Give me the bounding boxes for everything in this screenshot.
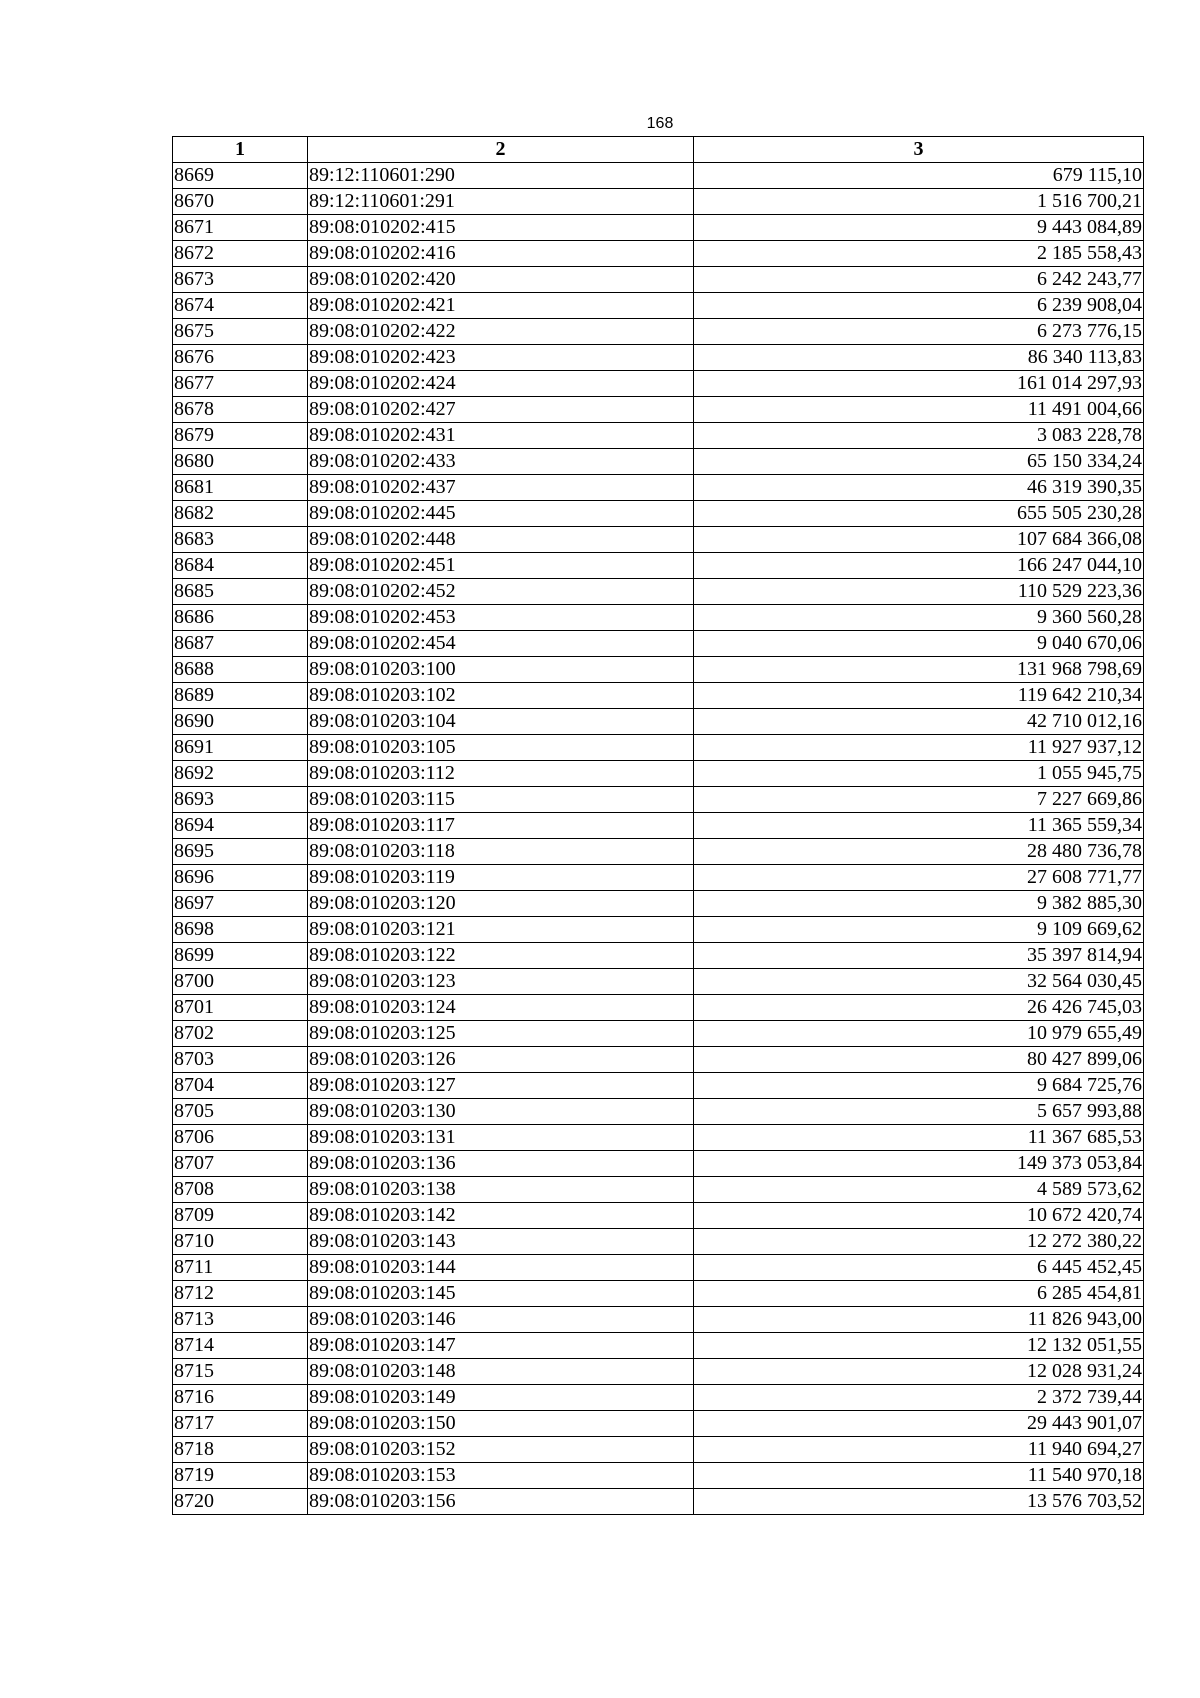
row-number-cell: 8706: [173, 1125, 308, 1151]
cadastral-number-cell: 89:08:010202:433: [308, 449, 694, 475]
table-row: [173, 787, 1144, 813]
row-number-cell: 8715: [173, 1359, 308, 1385]
cadastral-value-cell: 11 927 937,12: [694, 735, 1144, 761]
table-row: [173, 501, 1144, 527]
cadastral-number-cell: 89:12:110601:290: [308, 163, 694, 189]
cadastral-number-cell: 89:08:010202:431: [308, 423, 694, 449]
table-row: [173, 1099, 1144, 1125]
table-body: [173, 163, 1144, 1515]
table-row: [173, 1333, 1144, 1359]
cadastral-number-cell: 89:08:010203:142: [308, 1203, 694, 1229]
table-row: [173, 1177, 1144, 1203]
row-number-cell: 8690: [173, 709, 308, 735]
cadastral-value-cell: 35 397 814,94: [694, 943, 1144, 969]
cadastral-number-cell: 89:08:010202:427: [308, 397, 694, 423]
cadastral-number-cell: 89:08:010203:130: [308, 1099, 694, 1125]
cadastral-number-cell: 89:08:010202:453: [308, 605, 694, 631]
cadastral-number-cell: 89:08:010202:454: [308, 631, 694, 657]
row-number-cell: 8697: [173, 891, 308, 917]
cadastral-value-cell: 1 055 945,75: [694, 761, 1144, 787]
table-row: [173, 1203, 1144, 1229]
cadastral-value-cell: 11 540 970,18: [694, 1463, 1144, 1489]
cadastral-value-cell: 7 227 669,86: [694, 787, 1144, 813]
cadastral-value-cell: 29 443 901,07: [694, 1411, 1144, 1437]
cadastral-value-cell: 1 516 700,21: [694, 189, 1144, 215]
row-number-cell: 8716: [173, 1385, 308, 1411]
table-row: [173, 579, 1144, 605]
cadastral-value-cell: 27 608 771,77: [694, 865, 1144, 891]
cadastral-value-cell: 46 319 390,35: [694, 475, 1144, 501]
cadastral-value-cell: 80 427 899,06: [694, 1047, 1144, 1073]
cadastral-value-cell: 3 083 228,78: [694, 423, 1144, 449]
cadastral-number-cell: 89:08:010203:125: [308, 1021, 694, 1047]
table-row: [173, 1021, 1144, 1047]
row-number-cell: 8680: [173, 449, 308, 475]
cadastral-value-cell: 9 109 669,62: [694, 917, 1144, 943]
table-row: [173, 449, 1144, 475]
row-number-cell: 8708: [173, 1177, 308, 1203]
row-number-cell: 8693: [173, 787, 308, 813]
cadastral-value-cell: 4 589 573,62: [694, 1177, 1144, 1203]
table-row: [173, 761, 1144, 787]
cadastral-number-cell: 89:08:010203:146: [308, 1307, 694, 1333]
cadastral-number-cell: 89:08:010203:138: [308, 1177, 694, 1203]
row-number-cell: 8712: [173, 1281, 308, 1307]
row-number-cell: 8720: [173, 1489, 308, 1515]
table-row: [173, 527, 1144, 553]
row-number-cell: 8679: [173, 423, 308, 449]
cadastral-number-cell: 89:08:010203:147: [308, 1333, 694, 1359]
row-number-cell: 8686: [173, 605, 308, 631]
cadastral-number-cell: 89:08:010203:112: [308, 761, 694, 787]
row-number-cell: 8670: [173, 189, 308, 215]
table-row: [173, 241, 1144, 267]
row-number-cell: 8674: [173, 293, 308, 319]
row-number-cell: 8687: [173, 631, 308, 657]
row-number-cell: 8702: [173, 1021, 308, 1047]
page-number: 168: [646, 115, 674, 132]
row-number-cell: 8699: [173, 943, 308, 969]
row-number-cell: 8689: [173, 683, 308, 709]
cadastral-number-cell: 89:08:010203:153: [308, 1463, 694, 1489]
cadastral-value-cell: 9 040 670,06: [694, 631, 1144, 657]
cadastral-value-cell: 6 445 452,45: [694, 1255, 1144, 1281]
table-row: [173, 267, 1144, 293]
table-row: [173, 397, 1144, 423]
table-row: [173, 1359, 1144, 1385]
table-row: [173, 1073, 1144, 1099]
cadastral-number-cell: 89:08:010203:126: [308, 1047, 694, 1073]
table-row: [173, 683, 1144, 709]
cadastral-value-cell: 12 272 380,22: [694, 1229, 1144, 1255]
table-row: [173, 865, 1144, 891]
cadastral-number-cell: 89:08:010202:451: [308, 553, 694, 579]
cadastral-value-cell: 11 365 559,34: [694, 813, 1144, 839]
cadastral-value-cell: 11 826 943,00: [694, 1307, 1144, 1333]
row-number-cell: 8707: [173, 1151, 308, 1177]
cadastral-value-cell: 161 014 297,93: [694, 371, 1144, 397]
table-row: [173, 371, 1144, 397]
table-row: [173, 1463, 1144, 1489]
cadastral-number-cell: 89:08:010203:124: [308, 995, 694, 1021]
row-number-cell: 8673: [173, 267, 308, 293]
cadastral-value-cell: 6 242 243,77: [694, 267, 1144, 293]
cadastral-number-cell: 89:08:010202:422: [308, 319, 694, 345]
cadastral-value-cell: 65 150 334,24: [694, 449, 1144, 475]
cadastral-value-cell: 131 968 798,69: [694, 657, 1144, 683]
cadastral-number-cell: 89:08:010203:127: [308, 1073, 694, 1099]
row-number-cell: 8685: [173, 579, 308, 605]
table-row: [173, 1489, 1144, 1515]
table-row: [173, 839, 1144, 865]
cadastral-number-cell: 89:08:010202:416: [308, 241, 694, 267]
cadastral-value-cell: 11 367 685,53: [694, 1125, 1144, 1151]
cadastral-number-cell: 89:08:010202:448: [308, 527, 694, 553]
row-number-cell: 8692: [173, 761, 308, 787]
cadastral-number-cell: 89:08:010203:115: [308, 787, 694, 813]
table-row: [173, 917, 1144, 943]
cadastral-number-cell: 89:08:010203:156: [308, 1489, 694, 1515]
cadastral-number-cell: 89:08:010202:437: [308, 475, 694, 501]
row-number-cell: 8678: [173, 397, 308, 423]
cadastral-value-cell: 166 247 044,10: [694, 553, 1144, 579]
table-row: [173, 657, 1144, 683]
row-number-cell: 8672: [173, 241, 308, 267]
table-row: [173, 709, 1144, 735]
column-header-3: 3: [694, 137, 1144, 163]
column-header-2: 2: [308, 137, 694, 163]
cadastral-value-cell: 9 360 560,28: [694, 605, 1144, 631]
table-row: [173, 1437, 1144, 1463]
cadastral-number-cell: 89:08:010203:143: [308, 1229, 694, 1255]
cadastral-value-table: [172, 136, 1144, 1515]
table-row: [173, 1125, 1144, 1151]
cadastral-value-cell: 149 373 053,84: [694, 1151, 1144, 1177]
cadastral-number-cell: 89:08:010203:104: [308, 709, 694, 735]
cadastral-value-cell: 119 642 210,34: [694, 683, 1144, 709]
table-row: [173, 163, 1144, 189]
cadastral-number-cell: 89:08:010202:452: [308, 579, 694, 605]
row-number-cell: 8719: [173, 1463, 308, 1489]
cadastral-value-cell: 28 480 736,78: [694, 839, 1144, 865]
cadastral-value-cell: 10 672 420,74: [694, 1203, 1144, 1229]
table-row: [173, 319, 1144, 345]
table-row: [173, 995, 1144, 1021]
cadastral-value-cell: 6 239 908,04: [694, 293, 1144, 319]
table-row: [173, 423, 1144, 449]
table-row: [173, 1307, 1144, 1333]
cadastral-number-cell: 89:08:010203:123: [308, 969, 694, 995]
row-number-cell: 8698: [173, 917, 308, 943]
cadastral-number-cell: 89:12:110601:291: [308, 189, 694, 215]
cadastral-number-cell: 89:08:010203:145: [308, 1281, 694, 1307]
cadastral-number-cell: 89:08:010202:424: [308, 371, 694, 397]
cadastral-number-cell: 89:08:010203:144: [308, 1255, 694, 1281]
cadastral-value-cell: 11 491 004,66: [694, 397, 1144, 423]
cadastral-value-cell: 9 443 084,89: [694, 215, 1144, 241]
row-number-cell: 8669: [173, 163, 308, 189]
table-row: [173, 189, 1144, 215]
table-row: [173, 1229, 1144, 1255]
row-number-cell: 8718: [173, 1437, 308, 1463]
table-row: [173, 1047, 1144, 1073]
row-number-cell: 8694: [173, 813, 308, 839]
cadastral-number-cell: 89:08:010203:120: [308, 891, 694, 917]
column-header-1: 1: [173, 137, 308, 163]
table-row: [173, 345, 1144, 371]
cadastral-value-cell: 42 710 012,16: [694, 709, 1144, 735]
cadastral-number-cell: 89:08:010203:150: [308, 1411, 694, 1437]
cadastral-value-cell: 11 940 694,27: [694, 1437, 1144, 1463]
cadastral-value-cell: 2 185 558,43: [694, 241, 1144, 267]
row-number-cell: 8676: [173, 345, 308, 371]
cadastral-number-cell: 89:08:010202:421: [308, 293, 694, 319]
cadastral-value-cell: 12 132 051,55: [694, 1333, 1144, 1359]
row-number-cell: 8696: [173, 865, 308, 891]
cadastral-value-cell: 107 684 366,08: [694, 527, 1144, 553]
table-row: [173, 631, 1144, 657]
table-row: [173, 1385, 1144, 1411]
cadastral-number-cell: 89:08:010202:415: [308, 215, 694, 241]
row-number-cell: 8703: [173, 1047, 308, 1073]
cadastral-value-cell: 86 340 113,83: [694, 345, 1144, 371]
cadastral-number-cell: 89:08:010203:117: [308, 813, 694, 839]
cadastral-value-cell: 6 273 776,15: [694, 319, 1144, 345]
cadastral-number-cell: 89:08:010203:119: [308, 865, 694, 891]
row-number-cell: 8710: [173, 1229, 308, 1255]
cadastral-number-cell: 89:08:010202:445: [308, 501, 694, 527]
table-row: [173, 1281, 1144, 1307]
row-number-cell: 8713: [173, 1307, 308, 1333]
cadastral-number-cell: 89:08:010203:100: [308, 657, 694, 683]
table-row: [173, 1411, 1144, 1437]
table-row: [173, 475, 1144, 501]
cadastral-value-cell: 9 684 725,76: [694, 1073, 1144, 1099]
table-row: [173, 891, 1144, 917]
cadastral-value-cell: 2 372 739,44: [694, 1385, 1144, 1411]
row-number-cell: 8675: [173, 319, 308, 345]
cadastral-value-cell: 6 285 454,81: [694, 1281, 1144, 1307]
row-number-cell: 8714: [173, 1333, 308, 1359]
cadastral-value-cell: 9 382 885,30: [694, 891, 1144, 917]
row-number-cell: 8704: [173, 1073, 308, 1099]
row-number-cell: 8688: [173, 657, 308, 683]
cadastral-number-cell: 89:08:010203:149: [308, 1385, 694, 1411]
table-row: [173, 553, 1144, 579]
row-number-cell: 8711: [173, 1255, 308, 1281]
cadastral-number-cell: 89:08:010202:423: [308, 345, 694, 371]
table-row: [173, 1151, 1144, 1177]
row-number-cell: 8701: [173, 995, 308, 1021]
row-number-cell: 8683: [173, 527, 308, 553]
table-row: [173, 969, 1144, 995]
cadastral-number-cell: 89:08:010203:136: [308, 1151, 694, 1177]
cadastral-number-cell: 89:08:010203:148: [308, 1359, 694, 1385]
row-number-cell: 8677: [173, 371, 308, 397]
table-row: [173, 735, 1144, 761]
cadastral-number-cell: 89:08:010203:118: [308, 839, 694, 865]
table-row: [173, 813, 1144, 839]
cadastral-number-cell: 89:08:010203:102: [308, 683, 694, 709]
cadastral-value-cell: 655 505 230,28: [694, 501, 1144, 527]
table-row: [173, 215, 1144, 241]
cadastral-value-cell: 26 426 745,03: [694, 995, 1144, 1021]
cadastral-value-cell: 10 979 655,49: [694, 1021, 1144, 1047]
table-header-row: [173, 137, 1144, 163]
cadastral-number-cell: 89:08:010203:152: [308, 1437, 694, 1463]
row-number-cell: 8695: [173, 839, 308, 865]
cadastral-number-cell: 89:08:010203:121: [308, 917, 694, 943]
row-number-cell: 8681: [173, 475, 308, 501]
cadastral-value-cell: 110 529 223,36: [694, 579, 1144, 605]
row-number-cell: 8717: [173, 1411, 308, 1437]
cadastral-value-cell: 679 115,10: [694, 163, 1144, 189]
cadastral-value-cell: 13 576 703,52: [694, 1489, 1144, 1515]
table-row: [173, 943, 1144, 969]
cadastral-value-cell: 5 657 993,88: [694, 1099, 1144, 1125]
row-number-cell: 8709: [173, 1203, 308, 1229]
cadastral-number-cell: 89:08:010203:131: [308, 1125, 694, 1151]
cadastral-number-cell: 89:08:010202:420: [308, 267, 694, 293]
cadastral-number-cell: 89:08:010203:105: [308, 735, 694, 761]
row-number-cell: 8682: [173, 501, 308, 527]
row-number-cell: 8700: [173, 969, 308, 995]
cadastral-value-cell: 12 028 931,24: [694, 1359, 1144, 1385]
cadastral-value-cell: 32 564 030,45: [694, 969, 1144, 995]
row-number-cell: 8671: [173, 215, 308, 241]
cadastral-number-cell: 89:08:010203:122: [308, 943, 694, 969]
table-row: [173, 1255, 1144, 1281]
row-number-cell: 8691: [173, 735, 308, 761]
table-row: [173, 605, 1144, 631]
table-row: [173, 293, 1144, 319]
row-number-cell: 8705: [173, 1099, 308, 1125]
row-number-cell: 8684: [173, 553, 308, 579]
